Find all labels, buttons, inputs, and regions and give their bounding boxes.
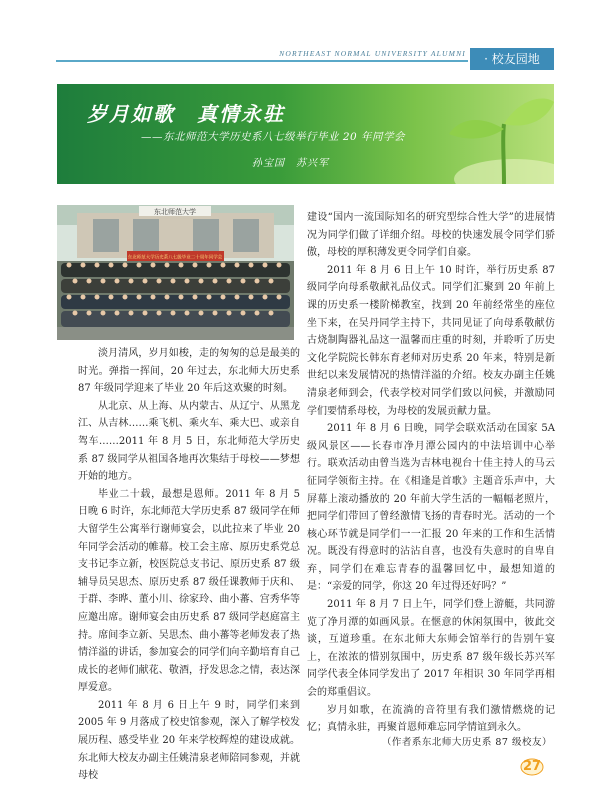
group-photo [57,205,294,340]
paragraph: 建设“国内一流国际知名的研究型综合性大学”的进展情况为同学们做了详细介绍。母校的快速发展令同学们骄傲，母校的厚积薄发更令同学们自豪。 [307,212,555,259]
title-banner [57,84,554,184]
paragraph: 2011 年 8 月 6 日上午 9 时，同学们来到 2005 年 9 月落成了校史馆参观，深入了解学校发展历程、感受毕业 20 年来学校辉煌的建设成就。东北师大校友办副主任姚清泉老师陪同参观，并就母校 [78,699,300,782]
paragraph: 毕业二十载，最想是恩师。2011 年 8 月 5 日晚 6 时许，东北师范大学历史系 87 级同学在师大留学生公寓举行谢师宴会，以此拉来了毕业 20 年同学会活动的帷幕。校工会主席、原历史系党总支书记李立新，校医院总支书记、原历史系 87 级辅导员吴思杰、原历史系 87 级任课教师于庆和、于群、李晔、董小川、徐家玲、曲小蕃、宫秀华等应邀出席。谢师宴会由历史系 87 级同学赵庭富主持。席间李立新、吴思杰、曲小蕃等老师发表了热情洋溢的讲话，参加宴会的同学们向辛勤培育自己成长的老师们献花、敬酒，抒发思念之情，表达深厚爱意。 [78,488,300,694]
article-column-right [307,209,555,737]
building-sign: 东北师范大学 [154,208,196,216]
author-note: （作者系东北师大历史系 87 级校友） [381,737,552,748]
article-authors: 孙宝国 苏兴军 [252,158,329,169]
paragraph: 2011 年 8 月 6 日晚，同学会联欢活动在国家 5A 级风景区——长春市净月潭公园内的中法培训中心举行。联欢活动由曾当选为吉林电视台十佳主持人的马云征同学领衔主持。在《相逢是首歌》主题音乐声中，大屏幕上滚动播放的 20 年前大学生活的一幅幅老照片，把同学们带回了曾经激情飞扬的青春时光。活动的一个核心环节就是同学们一一汇报 20 年来的工作和生活情况。既没有得意时的沾沾自喜，也没有失意时的自卑自弃，同学们在难忘青春的温馨回忆中，最想知道的是：“亲爱的同学，你这 20 年过得还好吗？” [307,423,555,593]
section-tag: · 校友园地 [470,48,554,70]
page-number-text: 27 [522,759,542,774]
photo-banner-text: 东北师范大学历史系八七级毕业二十周年同学会 [127,255,223,261]
article-title: 岁月如歌 真情永驻 [87,102,285,126]
article-column-left [78,345,300,785]
article-subtitle: ——东北师范大学历史系八七级举行毕业 20 年同学会 [141,131,406,143]
paragraph: 岁月如歌，在流淌的音符里有我们激情燃烧的记忆；真情永驻，再聚首恩师难忘同学情谊到永久。 [307,704,555,734]
paragraph: 淡月清风，岁月如梭，走的匆匆的总是最美的时光。弹指一挥间，20 年过去，东北师大历史系 87 年级同学迎来了毕业 20 年后这欢聚的时刻。 [78,348,300,395]
magazine-en-title: NORTHEAST NORMAL UNIVERSITY ALUMNI [279,49,466,58]
paragraph: 从北京、从上海、从内蒙古、从辽宁、从黑龙江、从吉林……乘飞机、乘火车、乘大巴、或亲自驾车……2011 年 8 月 5 日，东北师范大学历史系 87 级同学从祖国各地再次集结于母校——梦想开始的地方。 [78,400,300,483]
page-number [520,758,544,776]
header-rule [56,60,468,62]
paragraph: 2011 年 8 月 6 日上午 10 时许，举行历史系 87 级同学向母系敬献礼品仪式。同学们汇聚到 20 年前上课的历史系一楼阶梯教室，找到 20 年前经常坐的座位坐下来，在吴丹同学主持下，共同见证了向母系敬献仿古烧制陶器礼品这一温馨而庄重的时刻，并聆听了历史文化学院院长韩东育老师对历史系 20 年来，特别是新世纪以来发展情况的热情洋溢的介绍。校友办副主任姚清泉老师到会，代表学校对同学们致以问候，并激励同学们要情系母校，为母校的发展贡献力量。 [307,264,555,417]
paragraph: 2011 年 8 月 7 日上午，同学们登上游艇，共同游览了净月潭的如画风景。在惬意的休闲氛围中，彼此交谈，互道珍重。在东北师大东师会馆举行的告别午宴上，在浓浓的惜别氛围中，历史系 87 级年级长苏兴军同学代表全体同学发出了 2017 年相识 30 年同学再相会的郑重倡议。 [307,599,555,699]
